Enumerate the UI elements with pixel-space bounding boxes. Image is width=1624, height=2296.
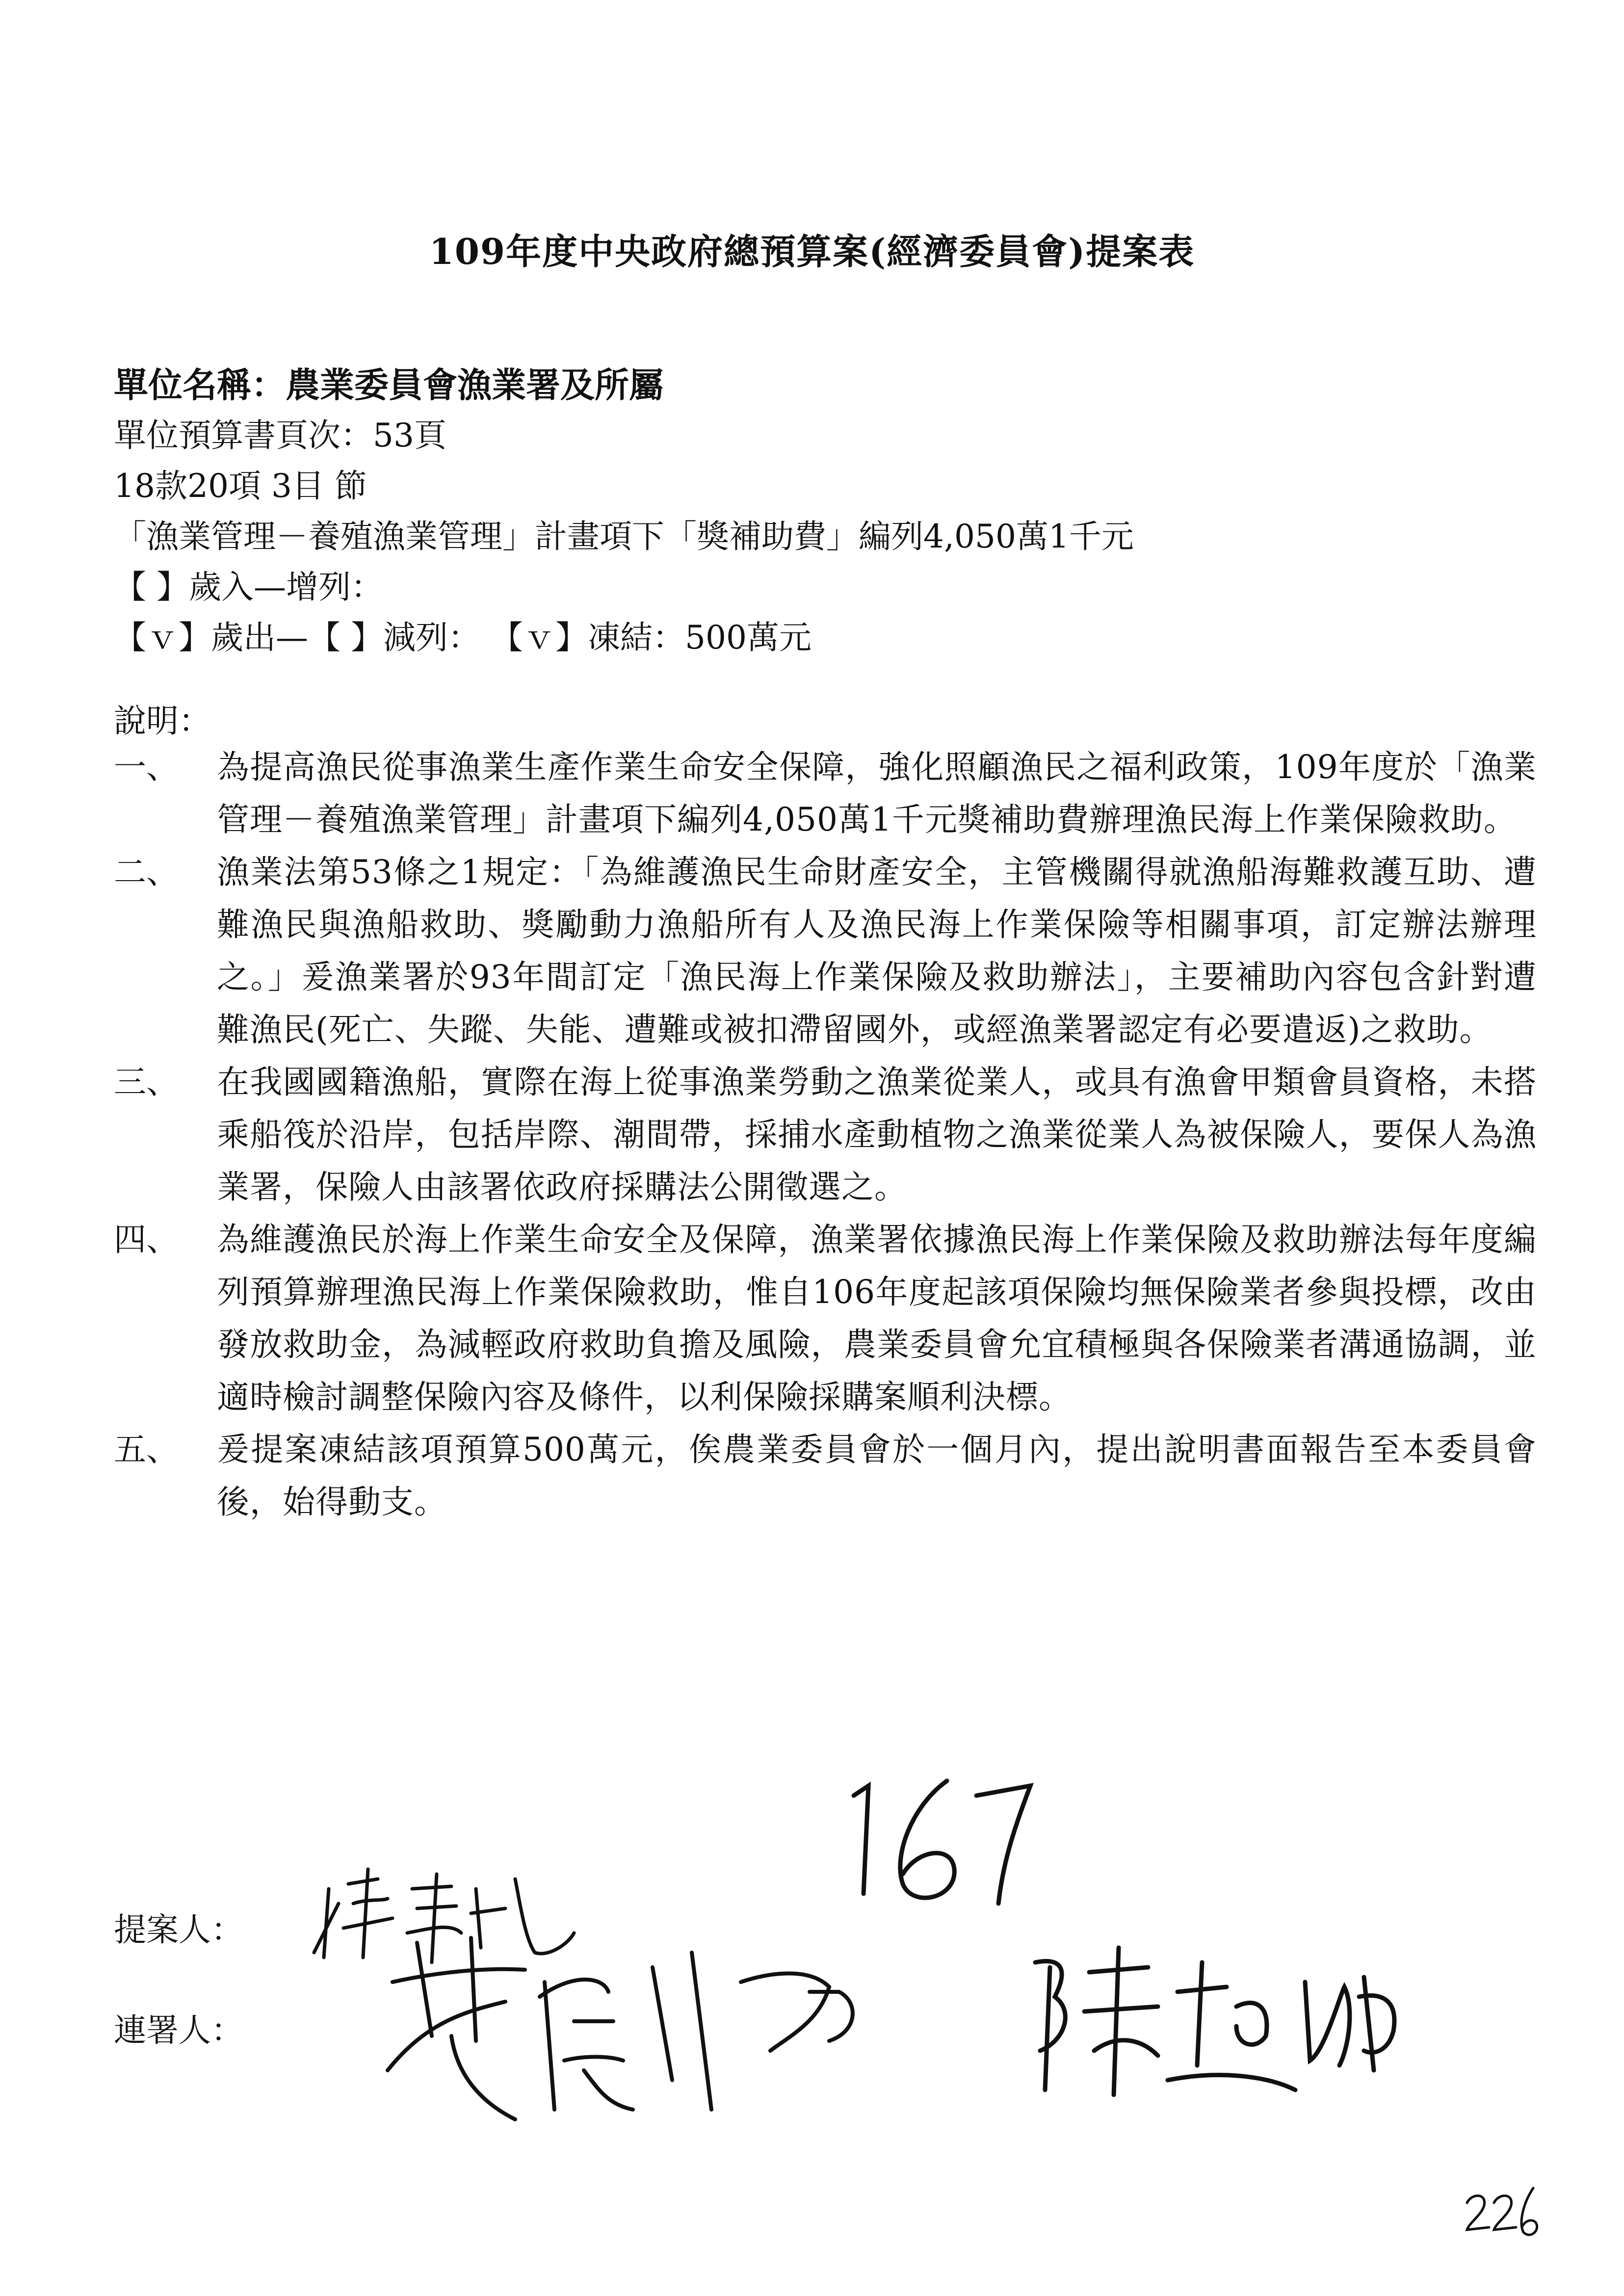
- item-number: 三、: [114, 1063, 179, 1101]
- explanation-label: 說明：: [114, 702, 211, 740]
- explanation-list: [114, 741, 1537, 1528]
- item-text: 為維護漁民於海上作業生命安全及保障，漁業署依據漁民海上作業保險及救助辦法每年度編列預算辦理漁民海上作業保險救助，惟自106年度起該項保險均無保險業者參與投標，改由發放救助金，為減輕政府救助負擔及風險，農業委員會允宜積極與各保險業者溝通協調，並適時檢討調整保險內容及條件，以利保險採購案順利決標。: [217, 1221, 1537, 1416]
- unit-name-row: [114, 361, 663, 411]
- item-text: 漁業法第53條之1規定：「為維護漁民生命財產安全，主管機關得就漁船海難救護互助、遭難漁民與漁船救助、獎勵動力漁船所有人及漁民海上作業保險等相關事項，訂定辦法辦理之。」爰漁業署於93年間訂定「漁民海上作業保險及救助辦法」，主要補助內容包含針對遭難漁民(死亡、失蹤、失能、遭難或被扣滯留國外，或經漁業署認定有必要遣返)之救助。: [217, 853, 1537, 1048]
- unit-name-value: 農業委員會漁業署及所屬: [286, 365, 663, 405]
- proposer-label: 提案人：: [114, 1911, 243, 1949]
- list-item: [114, 846, 1537, 1056]
- handwritten-number: [834, 1766, 1040, 1913]
- list-item: [114, 1423, 1537, 1528]
- page-reference: 單位預算書頁次：53頁: [114, 417, 446, 454]
- item-text: 爰提案凍結該項預算500萬元，俟農業委員會於一個月內，提出說明書面報告至本委員會後，始得動支。: [217, 1431, 1537, 1521]
- item-number: 二、: [114, 853, 179, 891]
- list-item: [114, 1056, 1537, 1213]
- item-text: 為提高漁民從事漁業生產作業生命安全保障，強化照顧漁民之福利政策，109年度於「漁業管理－養殖漁業管理」計畫項下編列4,050萬1千元獎補助費辦理漁民海上作業保險救助。: [217, 748, 1537, 838]
- revenue-line: 【 】歲入—增列：: [114, 568, 383, 606]
- item-number: 五、: [114, 1431, 179, 1468]
- cosigner-signature-2: [1021, 1933, 1413, 2110]
- list-item: [114, 1213, 1537, 1423]
- item-number: 一、: [114, 748, 179, 786]
- document-title: 109年度中央政府總預算案(經濟委員會)提案表: [429, 231, 1195, 272]
- list-item: [114, 741, 1537, 846]
- budget-line: 「漁業管理－養殖漁業管理」計畫項下「獎補助費」編列4,050萬1千元: [114, 518, 1134, 555]
- page-number: [1462, 2183, 1541, 2244]
- item-text: 在我國國籍漁船，實際在海上從事漁業勞動之漁業從業人，或具有漁會甲類會員資格，未搭乘船筏於沿岸，包括岸際、潮間帶，採捕水產動植物之漁業從業人為被保險人，要保人為漁業署，保險人由該署依政府採購法公開徵選之。: [217, 1063, 1537, 1206]
- cosigner-label: 連署人：: [114, 2011, 243, 2049]
- expenditure-line: 【ｖ】歲出—【 】減列： 【ｖ】凍結：500萬元: [114, 619, 812, 656]
- item-number: 四、: [114, 1221, 179, 1258]
- section-reference: 18款20項 3目 節: [114, 467, 367, 505]
- unit-name-label: 單位名稱：: [114, 365, 286, 405]
- cosigner-signature-1: [378, 1923, 967, 2139]
